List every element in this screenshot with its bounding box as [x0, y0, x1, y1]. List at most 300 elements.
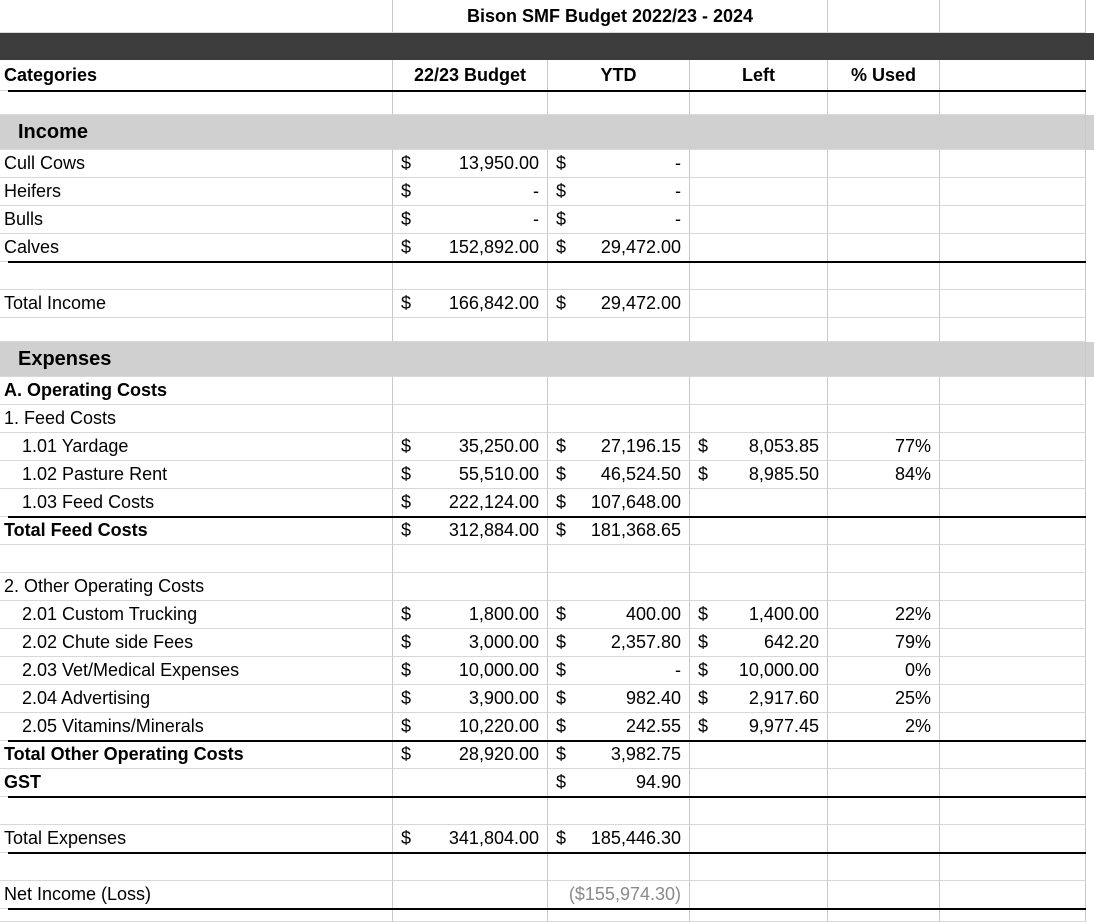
- empty-cell[interactable]: [940, 91, 1086, 115]
- total-other-operating-label[interactable]: [0, 741, 393, 769]
- empty-cell[interactable]: [828, 377, 940, 405]
- amount-value: 29,472.00: [600, 293, 681, 313]
- currency-symbol: $: [556, 436, 567, 456]
- empty-cell[interactable]: [690, 178, 828, 206]
- used-cell-text: 2%: [904, 716, 931, 736]
- total-expenses-label[interactable]: [0, 825, 393, 853]
- empty-cell[interactable]: [940, 405, 1086, 433]
- income-row: [0, 206, 1094, 234]
- empty-cell[interactable]: [548, 377, 690, 405]
- other-row: [0, 629, 1094, 657]
- header-categories[interactable]: [0, 60, 393, 91]
- empty-cell[interactable]: [690, 262, 828, 290]
- empty-cell[interactable]: [940, 377, 1086, 405]
- total-expenses-label-text: Total Expenses: [4, 828, 127, 848]
- other-total-row: [0, 741, 1094, 769]
- empty-cell[interactable]: [940, 517, 1086, 545]
- expense-label-text: 2.04 Advertising: [22, 688, 151, 708]
- other-row: [0, 601, 1094, 629]
- blank-row: [0, 909, 1094, 922]
- left-cell[interactable]: [690, 461, 828, 489]
- income-label[interactable]: [0, 206, 393, 234]
- empty-cell[interactable]: [690, 797, 828, 825]
- expense-label-text: 2.03 Vet/Medical Expenses: [22, 660, 240, 680]
- amount-value: 28,920.00: [458, 744, 539, 764]
- empty-cell[interactable]: [0, 853, 393, 881]
- currency-symbol: $: [401, 688, 412, 708]
- currency-symbol: $: [556, 688, 567, 708]
- budget-cell[interactable]: [393, 713, 548, 741]
- budget-cell[interactable]: [393, 601, 548, 629]
- currency-symbol: $: [556, 293, 567, 313]
- feed-row: [0, 489, 1094, 517]
- amount-value: 46,524.50: [600, 464, 681, 484]
- total-feed-costs-label-text: Total Feed Costs: [4, 520, 148, 540]
- amount-value: 9,977.45: [748, 716, 819, 736]
- empty-cell[interactable]: [940, 318, 1086, 342]
- used-cell-text: 77%: [894, 436, 931, 456]
- empty-cell[interactable]: [0, 0, 393, 33]
- currency-symbol: $: [556, 632, 567, 652]
- empty-cell[interactable]: [828, 545, 940, 573]
- empty-cell[interactable]: [940, 797, 1086, 825]
- gst-label[interactable]: [0, 769, 393, 797]
- empty-cell[interactable]: [690, 150, 828, 178]
- empty-cell[interactable]: [393, 881, 548, 909]
- sheet-title[interactable]: [393, 0, 828, 33]
- currency-symbol: $: [556, 772, 567, 792]
- empty-cell[interactable]: [690, 769, 828, 797]
- row-border: [8, 740, 1086, 742]
- ytd-cell[interactable]: [548, 206, 690, 234]
- currency-symbol: $: [556, 181, 567, 201]
- empty-cell[interactable]: [828, 91, 940, 115]
- header-budget-text: 22/23 Budget: [413, 64, 527, 85]
- empty-cell[interactable]: [393, 573, 548, 601]
- currency-symbol: $: [401, 181, 412, 201]
- income-label-text: Heifers: [4, 181, 62, 201]
- empty-cell[interactable]: [828, 825, 940, 853]
- empty-cell[interactable]: [690, 206, 828, 234]
- ytd-cell[interactable]: [548, 713, 690, 741]
- empty-cell[interactable]: [940, 290, 1086, 318]
- blank-row: [0, 797, 1094, 825]
- ytd-cell[interactable]: [548, 290, 690, 318]
- empty-cell[interactable]: [690, 881, 828, 909]
- amount-value: 152,892.00: [448, 237, 539, 257]
- currency-symbol: $: [556, 744, 567, 764]
- empty-cell[interactable]: [548, 318, 690, 342]
- budget-cell[interactable]: [393, 150, 548, 178]
- ytd-cell[interactable]: [548, 234, 690, 262]
- expense-label[interactable]: [0, 685, 393, 713]
- empty-cell[interactable]: [828, 150, 940, 178]
- currency-symbol: $: [698, 604, 709, 624]
- amount-value: 10,000.00: [458, 660, 539, 680]
- empty-cell[interactable]: [548, 853, 690, 881]
- empty-cell[interactable]: [828, 573, 940, 601]
- empty-cell[interactable]: [828, 206, 940, 234]
- amount-value: 10,220.00: [458, 716, 539, 736]
- currency-symbol: $: [556, 520, 567, 540]
- empty-cell[interactable]: [548, 545, 690, 573]
- empty-cell[interactable]: [0, 909, 393, 922]
- total-feed-costs-label[interactable]: [0, 517, 393, 545]
- budget-cell[interactable]: [393, 657, 548, 685]
- expenses-section-row: [0, 342, 1094, 377]
- empty-cell[interactable]: [690, 377, 828, 405]
- empty-cell[interactable]: [690, 573, 828, 601]
- ytd-cell[interactable]: [548, 178, 690, 206]
- empty-cell[interactable]: [828, 909, 940, 922]
- empty-cell[interactable]: [940, 234, 1086, 262]
- other-row: [0, 713, 1094, 741]
- empty-cell[interactable]: [0, 545, 393, 573]
- expense-label[interactable]: [0, 601, 393, 629]
- empty-cell[interactable]: [940, 433, 1086, 461]
- budget-cell[interactable]: [393, 685, 548, 713]
- empty-cell[interactable]: [940, 685, 1086, 713]
- left-cell[interactable]: [690, 657, 828, 685]
- currency-symbol: $: [401, 632, 412, 652]
- header-used[interactable]: [828, 60, 940, 91]
- expense-label[interactable]: [0, 461, 393, 489]
- total-income-label-text: Total Income: [4, 293, 107, 313]
- amount-value: -: [675, 209, 681, 229]
- amount-value: 27,196.15: [600, 436, 681, 456]
- feed-costs-heading[interactable]: [0, 405, 393, 433]
- income-label[interactable]: [0, 150, 393, 178]
- empty-cell[interactable]: [0, 318, 393, 342]
- budget-cell[interactable]: [393, 489, 548, 517]
- empty-cell[interactable]: [828, 290, 940, 318]
- left-cell[interactable]: [690, 489, 828, 517]
- amount-value: 1,400.00: [748, 604, 819, 624]
- net-income-label-text: Net Income (Loss): [4, 884, 152, 904]
- empty-cell[interactable]: [690, 405, 828, 433]
- empty-cell[interactable]: [940, 60, 1086, 91]
- other-operating-heading-text: 2. Other Operating Costs: [4, 576, 205, 596]
- ytd-cell[interactable]: [548, 629, 690, 657]
- ytd-cell[interactable]: [548, 150, 690, 178]
- used-cell[interactable]: [828, 629, 940, 657]
- amount-value: 242.55: [625, 716, 681, 736]
- empty-cell[interactable]: [393, 545, 548, 573]
- empty-cell[interactable]: [828, 881, 940, 909]
- amount-value: 107,648.00: [590, 492, 681, 512]
- empty-cell[interactable]: [940, 178, 1086, 206]
- expense-label-text: 2.05 Vitamins/Minerals: [22, 716, 204, 736]
- net-income-value[interactable]: [548, 881, 690, 909]
- expense-label[interactable]: [0, 433, 393, 461]
- used-cell-text: 22%: [894, 604, 931, 624]
- empty-cell[interactable]: [940, 206, 1086, 234]
- empty-cell[interactable]: [940, 150, 1086, 178]
- budget-cell[interactable]: [393, 825, 548, 853]
- amount-value: 982.40: [625, 688, 681, 708]
- empty-cell[interactable]: [828, 769, 940, 797]
- empty-cell[interactable]: [828, 318, 940, 342]
- left-cell[interactable]: [690, 685, 828, 713]
- income-label[interactable]: [0, 178, 393, 206]
- total-income-row: [0, 290, 1094, 318]
- operating-row: [0, 377, 1094, 405]
- net-income-row: [0, 881, 1094, 909]
- amount-value: 55,510.00: [458, 464, 539, 484]
- used-cell[interactable]: [828, 657, 940, 685]
- income-section[interactable]: [0, 115, 1086, 150]
- budget-cell[interactable]: [393, 234, 548, 262]
- empty-cell[interactable]: [940, 545, 1086, 573]
- header-row: [0, 60, 1094, 91]
- header-ytd[interactable]: [548, 60, 690, 91]
- title-row: [0, 0, 1094, 33]
- currency-symbol: $: [401, 744, 412, 764]
- empty-cell[interactable]: [940, 741, 1086, 769]
- income-section-label: Income: [18, 120, 89, 143]
- amount-value: 29,472.00: [600, 237, 681, 257]
- used-cell[interactable]: [828, 489, 940, 517]
- amount-value: 35,250.00: [458, 436, 539, 456]
- ytd-cell[interactable]: [548, 601, 690, 629]
- empty-cell[interactable]: [393, 853, 548, 881]
- left-cell[interactable]: [690, 629, 828, 657]
- empty-cell[interactable]: [393, 909, 548, 922]
- ytd-cell[interactable]: [548, 433, 690, 461]
- used-cell[interactable]: [828, 433, 940, 461]
- empty-cell[interactable]: [690, 318, 828, 342]
- currency-symbol: $: [401, 828, 412, 848]
- amount-value: 185,446.30: [590, 828, 681, 848]
- empty-cell[interactable]: [940, 825, 1086, 853]
- empty-cell[interactable]: [0, 797, 393, 825]
- total-other-operating-label-text: Total Other Operating Costs: [4, 744, 244, 764]
- net-income-value-text: ($155,974.30): [568, 884, 681, 904]
- amount-value: 166,842.00: [448, 293, 539, 313]
- currency-symbol: $: [556, 153, 567, 173]
- budget-cell[interactable]: [393, 741, 548, 769]
- empty-cell[interactable]: [828, 853, 940, 881]
- empty-cell[interactable]: [940, 713, 1086, 741]
- income-label[interactable]: [0, 234, 393, 262]
- ytd-cell[interactable]: [548, 825, 690, 853]
- amount-value: 3,900.00: [468, 688, 539, 708]
- empty-cell[interactable]: [940, 881, 1086, 909]
- empty-cell[interactable]: [828, 0, 940, 33]
- empty-cell[interactable]: [940, 573, 1086, 601]
- ytd-cell[interactable]: [548, 769, 690, 797]
- empty-cell[interactable]: [828, 517, 940, 545]
- amount-value: 222,124.00: [448, 492, 539, 512]
- budget-cell[interactable]: [393, 629, 548, 657]
- currency-symbol: $: [698, 660, 709, 680]
- used-cell[interactable]: [828, 713, 940, 741]
- total-income-label[interactable]: [0, 290, 393, 318]
- empty-cell[interactable]: [690, 517, 828, 545]
- amount-value: 3,982.75: [610, 744, 681, 764]
- amount-value: -: [533, 209, 539, 229]
- amount-value: 1,800.00: [468, 604, 539, 624]
- empty-cell[interactable]: [690, 825, 828, 853]
- budget-cell[interactable]: [393, 461, 548, 489]
- amount-value: 2,917.60: [748, 688, 819, 708]
- expense-label-text: 1.01 Yardage: [22, 436, 129, 456]
- feed-heading-row: [0, 405, 1094, 433]
- currency-symbol: $: [401, 464, 412, 484]
- empty-cell[interactable]: [393, 377, 548, 405]
- row-border: [8, 852, 1086, 854]
- currency-symbol: $: [401, 436, 412, 456]
- empty-cell[interactable]: [690, 234, 828, 262]
- empty-cell[interactable]: [393, 405, 548, 433]
- empty-cell[interactable]: [393, 91, 548, 115]
- currency-symbol: $: [556, 492, 567, 512]
- expense-label[interactable]: [0, 657, 393, 685]
- row-border: [8, 261, 1086, 263]
- empty-cell[interactable]: [940, 909, 1086, 922]
- gst-label-text: GST: [4, 772, 42, 792]
- empty-cell[interactable]: [940, 657, 1086, 685]
- currency-symbol: $: [556, 660, 567, 680]
- currency-symbol: $: [401, 604, 412, 624]
- expense-label-text: 2.01 Custom Trucking: [22, 604, 198, 624]
- used-cell-text: 79%: [894, 632, 931, 652]
- total-expenses-row: [0, 825, 1094, 853]
- budget-cell[interactable]: [393, 517, 548, 545]
- empty-cell[interactable]: [690, 853, 828, 881]
- dark-band-row: [0, 33, 1094, 60]
- header-left-text: Left: [742, 64, 775, 85]
- empty-cell[interactable]: [828, 262, 940, 290]
- operating-costs-label-text: A. Operating Costs: [4, 380, 168, 400]
- ytd-cell[interactable]: [548, 517, 690, 545]
- currency-symbol: $: [401, 153, 412, 173]
- empty-cell[interactable]: [548, 573, 690, 601]
- row-border: [8, 908, 1086, 910]
- blank-row: [0, 262, 1094, 290]
- amount-value: 8,053.85: [748, 436, 819, 456]
- empty-cell[interactable]: [690, 741, 828, 769]
- empty-cell[interactable]: [548, 797, 690, 825]
- blank-row: [0, 91, 1094, 115]
- empty-cell[interactable]: [940, 489, 1086, 517]
- amount-value: 642.20: [763, 632, 819, 652]
- empty-cell[interactable]: [828, 178, 940, 206]
- expense-label[interactable]: [0, 489, 393, 517]
- empty-cell[interactable]: [940, 461, 1086, 489]
- budget-cell[interactable]: [393, 178, 548, 206]
- gst-row: [0, 769, 1094, 797]
- currency-symbol: $: [698, 464, 709, 484]
- empty-cell[interactable]: [940, 853, 1086, 881]
- currency-symbol: $: [401, 293, 412, 313]
- empty-cell[interactable]: [393, 797, 548, 825]
- amount-value: 94.90: [635, 772, 681, 792]
- row-border: [8, 90, 1086, 92]
- used-cell-text: 84%: [894, 464, 931, 484]
- empty-cell[interactable]: [940, 769, 1086, 797]
- empty-cell[interactable]: [0, 262, 393, 290]
- net-income-label[interactable]: [0, 881, 393, 909]
- empty-cell[interactable]: [548, 91, 690, 115]
- empty-cell[interactable]: [828, 797, 940, 825]
- other-row: [0, 657, 1094, 685]
- ytd-cell[interactable]: [548, 657, 690, 685]
- empty-cell[interactable]: [940, 601, 1086, 629]
- expense-label-text: 1.02 Pasture Rent: [22, 464, 168, 484]
- empty-cell[interactable]: [393, 318, 548, 342]
- ytd-cell[interactable]: [548, 685, 690, 713]
- blank-row: [0, 318, 1094, 342]
- currency-symbol: $: [556, 604, 567, 624]
- budget-cell[interactable]: [393, 290, 548, 318]
- amount-value: 13,950.00: [458, 153, 539, 173]
- header-budget[interactable]: [393, 60, 548, 91]
- left-cell[interactable]: [690, 601, 828, 629]
- other-operating-heading[interactable]: [0, 573, 393, 601]
- ytd-cell[interactable]: [548, 741, 690, 769]
- empty-cell[interactable]: [940, 0, 1086, 33]
- currency-symbol: $: [556, 209, 567, 229]
- empty-cell[interactable]: [690, 290, 828, 318]
- empty-cell[interactable]: [393, 262, 548, 290]
- amount-value: 8,985.50: [748, 464, 819, 484]
- amount-value: -: [675, 660, 681, 680]
- other-heading-row: [0, 573, 1094, 601]
- row-border: [8, 796, 1086, 798]
- header-left[interactable]: [690, 60, 828, 91]
- empty-cell[interactable]: [690, 91, 828, 115]
- left-cell[interactable]: [690, 433, 828, 461]
- expense-label[interactable]: [0, 713, 393, 741]
- expenses-section-label: Expenses: [18, 347, 112, 370]
- empty-cell[interactable]: [828, 405, 940, 433]
- budget-cell[interactable]: [393, 206, 548, 234]
- empty-cell[interactable]: [548, 405, 690, 433]
- empty-cell[interactable]: [0, 91, 393, 115]
- income-section-row: [0, 115, 1094, 150]
- empty-cell[interactable]: [940, 262, 1086, 290]
- empty-cell[interactable]: [690, 545, 828, 573]
- empty-cell[interactable]: [548, 262, 690, 290]
- operating-costs-label[interactable]: [0, 377, 393, 405]
- used-cell[interactable]: [828, 461, 940, 489]
- currency-symbol: $: [401, 660, 412, 680]
- feed-row: [0, 433, 1094, 461]
- empty-cell[interactable]: [828, 234, 940, 262]
- ytd-cell[interactable]: [548, 461, 690, 489]
- empty-cell[interactable]: [690, 909, 828, 922]
- currency-symbol: $: [401, 492, 412, 512]
- ytd-cell[interactable]: [548, 489, 690, 517]
- left-cell[interactable]: [690, 713, 828, 741]
- expenses-section[interactable]: [0, 342, 1086, 377]
- empty-cell[interactable]: [828, 741, 940, 769]
- other-row: [0, 685, 1094, 713]
- income-label-text: Calves: [4, 237, 60, 257]
- used-cell[interactable]: [828, 685, 940, 713]
- budget-cell[interactable]: [393, 433, 548, 461]
- blank-row: [0, 853, 1094, 881]
- income-row: [0, 178, 1094, 206]
- expense-label[interactable]: [0, 629, 393, 657]
- amount-value: 341,804.00: [448, 828, 539, 848]
- empty-cell[interactable]: [940, 629, 1086, 657]
- used-cell[interactable]: [828, 601, 940, 629]
- empty-cell[interactable]: [548, 909, 690, 922]
- currency-symbol: $: [698, 436, 709, 456]
- empty-cell[interactable]: [393, 769, 548, 797]
